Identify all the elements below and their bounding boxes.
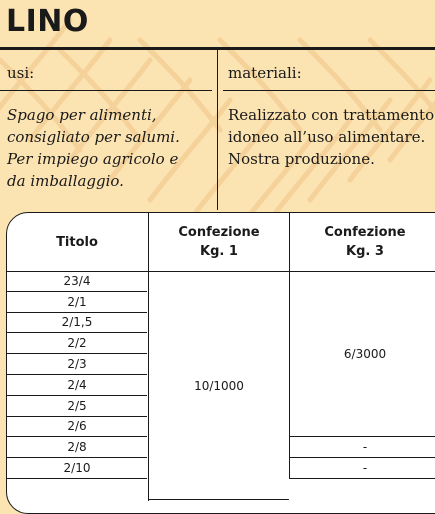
usi-line: Per impiego agricolo e — [7, 150, 179, 168]
table-row-titolo: 2/10 — [7, 458, 147, 479]
materiali-heading: materiali: — [228, 64, 302, 82]
table-row-titolo: 2/3 — [7, 354, 147, 375]
table-row-titolo: 2/4 — [7, 375, 147, 396]
confezione-kg1-value: 10/1000 — [194, 379, 244, 393]
header-confezione-kg1-line1: Confezione — [178, 225, 260, 240]
header-titolo-label: Titolo — [56, 234, 98, 250]
usi-line: da imballaggio. — [7, 172, 124, 190]
table-row-titolo: 2/6 — [7, 417, 147, 438]
table-row-titolo: 2/8 — [7, 437, 147, 458]
table-row-titolo: 2/1 — [7, 292, 147, 313]
usi-description — [7, 104, 212, 192]
confezione-kg3-value: 6/3000 — [290, 271, 435, 437]
header-confezione-kg3 — [289, 213, 435, 271]
confezione-kg1-bottom-border — [149, 499, 289, 500]
materiali-line: idoneo all’uso alimentare. — [228, 128, 426, 146]
usi-line: consigliato per salumi. — [7, 128, 180, 146]
materiali-line: Realizzato con trattamento — [228, 106, 435, 124]
column-divider — [217, 50, 218, 210]
header-confezione-kg3-line2: Kg. 3 — [346, 244, 384, 259]
materiali-description — [228, 104, 435, 170]
table-row-titolo: 2/2 — [7, 333, 147, 354]
usi-heading: usi: — [7, 64, 35, 82]
product-title: LINO — [6, 4, 89, 39]
header-confezione-kg1-line2: Kg. 1 — [200, 244, 238, 259]
materiali-line: Nostra produzione. — [228, 150, 375, 168]
usi-line: Spago per alimenti, — [7, 106, 157, 124]
confezione-kg1-column — [148, 271, 289, 501]
table-header — [7, 213, 435, 272]
confezione-kg3-column — [289, 271, 435, 479]
titolo-column — [7, 271, 147, 479]
table-row-titolo: 23/4 — [7, 271, 147, 292]
usi-heading-underline — [0, 90, 212, 91]
product-table — [6, 212, 435, 514]
table-row-confezione-kg3: - — [290, 458, 435, 479]
header-confezione-kg3-line1: Confezione — [324, 225, 406, 240]
table-row-confezione-kg3: - — [290, 437, 435, 458]
header-titolo — [7, 213, 147, 271]
materiali-heading-underline — [223, 90, 435, 91]
table-row-titolo: 2/5 — [7, 396, 147, 417]
table-row-titolo: 2/1,5 — [7, 313, 147, 334]
header-confezione-kg1 — [148, 213, 289, 271]
